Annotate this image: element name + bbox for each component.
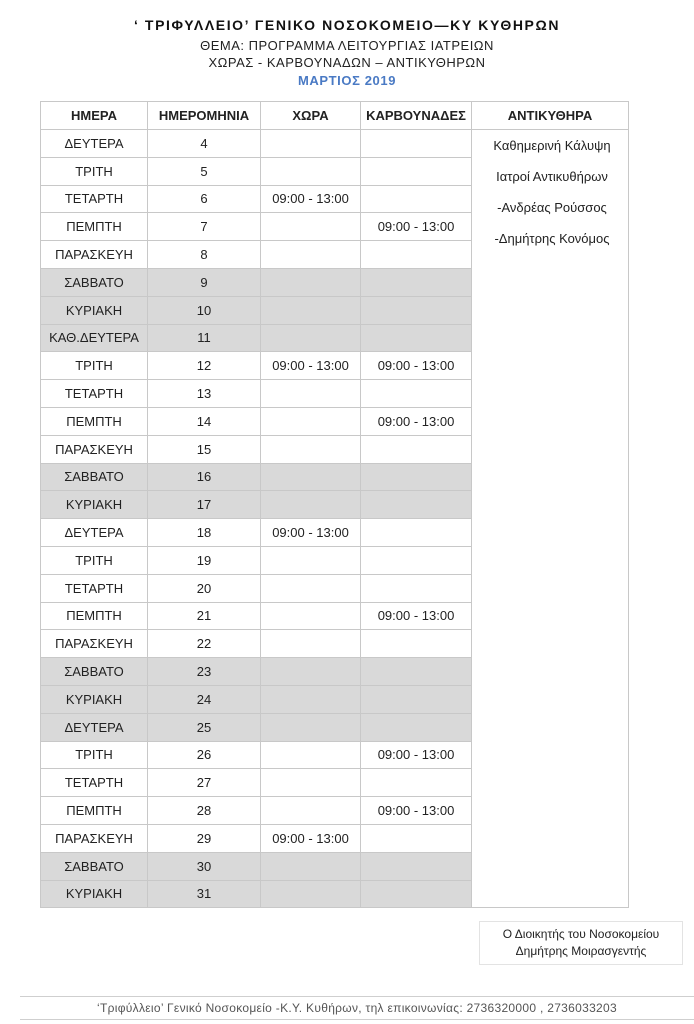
cell-date: 11 [148,324,261,352]
cell-date: 22 [148,630,261,658]
cell-karvounades [361,463,472,491]
cell-karvounades [361,380,472,408]
cell-chora [261,435,361,463]
document-month: ΜΑΡΤΙΟΣ 2019 [297,73,397,88]
cell-chora [261,463,361,491]
cell-karvounades [361,519,472,547]
table-header-row [41,102,629,130]
cell-date: 7 [148,213,261,241]
cell-chora [261,380,361,408]
cell-karvounades: 09:00 - 13:00 [361,352,472,380]
antikythira-note: -Δημήτρης Κονόμος [494,231,610,246]
cell-day: ΤΕΤΑΡΤΗ [41,380,148,408]
cell-date: 19 [148,546,261,574]
cell-chora [261,741,361,769]
cell-chora [261,797,361,825]
cell-chora [261,407,361,435]
cell-karvounades [361,241,472,269]
cell-date: 20 [148,574,261,602]
cell-chora [261,241,361,269]
cell-day: ΠΑΡΑΣΚΕΥΗ [41,630,148,658]
cell-karvounades [361,491,472,519]
cell-day: ΣΑΒΒΑΤΟ [41,463,148,491]
cell-karvounades: 09:00 - 13:00 [361,741,472,769]
cell-day: ΔΕΥΤΕΡΑ [41,130,148,158]
cell-karvounades [361,574,472,602]
antikythira-note: Ιατροί Αντικυθήρων [496,169,608,184]
cell-karvounades [361,769,472,797]
cell-karvounades [361,130,472,158]
cell-karvounades: 09:00 - 13:00 [361,407,472,435]
cell-day: ΔΕΥΤΕΡΑ [41,713,148,741]
cell-day: ΠΑΡΑΣΚΕΥΗ [41,824,148,852]
cell-chora [261,213,361,241]
cell-date: 29 [148,824,261,852]
cell-chora [261,491,361,519]
page-footer: ‘Τριφύλλειο’ Γενικό Νοσοκομείο -Κ.Υ. Κυθήρων, τηλ επικοινωνίας: 2736320000 , 2736033203 [20,996,694,1020]
cell-karvounades [361,268,472,296]
signature-box [479,921,683,965]
cell-chora [261,546,361,574]
cell-chora: 09:00 - 13:00 [261,185,361,213]
cell-day: ΚΥΡΙΑΚΗ [41,880,148,908]
cell-karvounades [361,658,472,686]
cell-day: ΚΑΘ.ΔΕΥΤΕΡΑ [41,324,148,352]
cell-antikythira-notes [472,130,629,908]
cell-karvounades: 09:00 - 13:00 [361,213,472,241]
cell-date: 21 [148,602,261,630]
cell-karvounades [361,713,472,741]
column-header-antikythira: ΑΝΤΙΚΥΘΗΡΑ [472,102,629,130]
cell-karvounades: 09:00 - 13:00 [361,797,472,825]
cell-chora [261,157,361,185]
cell-chora [261,630,361,658]
cell-chora [261,268,361,296]
cell-chora [261,852,361,880]
cell-day: ΤΡΙΤΗ [41,546,148,574]
cell-date: 24 [148,685,261,713]
cell-date: 5 [148,157,261,185]
cell-date: 31 [148,880,261,908]
cell-day: ΤΡΙΤΗ [41,741,148,769]
cell-date: 26 [148,741,261,769]
cell-date: 16 [148,463,261,491]
cell-date: 8 [148,241,261,269]
cell-date: 9 [148,268,261,296]
document-subject: ΘΕΜΑ: ΠΡΟΓΡΑΜΜΑ ΛΕΙΤΟΥΡΓΙΑΣ ΙΑΤΡΕΙΩΝ [200,38,494,53]
cell-karvounades [361,185,472,213]
cell-day: ΚΥΡΙΑΚΗ [41,296,148,324]
cell-chora [261,324,361,352]
cell-chora [261,130,361,158]
cell-karvounades [361,824,472,852]
cell-karvounades [361,546,472,574]
cell-chora [261,602,361,630]
cell-day: ΠΕΜΠΤΗ [41,602,148,630]
column-header-chora: ΧΩΡΑ [261,102,361,130]
cell-date: 4 [148,130,261,158]
cell-day: ΚΥΡΙΑΚΗ [41,685,148,713]
cell-date: 25 [148,713,261,741]
cell-date: 30 [148,852,261,880]
cell-day: ΠΑΡΑΣΚΕΥΗ [41,241,148,269]
cell-date: 15 [148,435,261,463]
signature-title: Ο Διοικητής του Νοσοκομείου [502,927,660,941]
cell-date: 12 [148,352,261,380]
cell-karvounades [361,630,472,658]
cell-date: 28 [148,797,261,825]
cell-chora [261,685,361,713]
cell-day: ΤΕΤΑΡΤΗ [41,185,148,213]
cell-karvounades [361,324,472,352]
column-header-day: ΗΜΕΡΑ [41,102,148,130]
cell-day: ΤΕΤΑΡΤΗ [41,769,148,797]
cell-chora: 09:00 - 13:00 [261,824,361,852]
cell-chora: 09:00 - 13:00 [261,352,361,380]
antikythira-note: -Ανδρέας Ρούσσος [497,200,607,215]
cell-date: 10 [148,296,261,324]
column-header-karvounades: ΚΑΡΒΟΥΝΑΔΕΣ [361,102,472,130]
cell-karvounades [361,435,472,463]
cell-karvounades: 09:00 - 13:00 [361,602,472,630]
cell-day: ΠΕΜΠΤΗ [41,407,148,435]
cell-day: ΤΕΤΑΡΤΗ [41,574,148,602]
signature-name: Δημήτρης Μοιρασγεντής [515,944,647,958]
cell-date: 27 [148,769,261,797]
cell-chora [261,574,361,602]
cell-day: ΣΑΒΒΑΤΟ [41,852,148,880]
cell-day: ΚΥΡΙΑΚΗ [41,491,148,519]
cell-date: 13 [148,380,261,408]
cell-chora [261,880,361,908]
table-row [41,130,629,158]
cell-karvounades [361,685,472,713]
cell-date: 6 [148,185,261,213]
cell-karvounades [361,852,472,880]
cell-date: 23 [148,658,261,686]
cell-chora [261,769,361,797]
cell-date: 17 [148,491,261,519]
cell-chora [261,713,361,741]
cell-karvounades [361,296,472,324]
document-title: ‘ ΤΡΙΦΥΛΛΕΙΟ’ ΓΕΝΙΚΟ ΝΟΣΟΚΟΜΕΙΟ—ΚΥ ΚΥΘΗΡΩΝ [133,17,561,33]
cell-day: ΣΑΒΒΑΤΟ [41,268,148,296]
cell-date: 14 [148,407,261,435]
cell-day: ΠΕΜΠΤΗ [41,797,148,825]
cell-day: ΣΑΒΒΑΤΟ [41,658,148,686]
schedule-table [40,101,629,908]
cell-day: ΤΡΙΤΗ [41,352,148,380]
cell-date: 18 [148,519,261,547]
cell-chora: 09:00 - 13:00 [261,519,361,547]
cell-chora [261,296,361,324]
antikythira-note: Καθημερινή Κάλυψη [493,138,611,153]
cell-karvounades [361,880,472,908]
cell-day: ΔΕΥΤΕΡΑ [41,519,148,547]
column-header-date: ΗΜΕΡΟΜΗΝΙΑ [148,102,261,130]
cell-chora [261,658,361,686]
cell-day: ΠΕΜΠΤΗ [41,213,148,241]
cell-karvounades [361,157,472,185]
cell-day: ΤΡΙΤΗ [41,157,148,185]
document-subject-line2: ΧΩΡΑΣ - ΚΑΡΒΟΥΝΑΔΩΝ – ΑΝΤΙΚΥΘΗΡΩΝ [208,55,486,70]
cell-day: ΠΑΡΑΣΚΕΥΗ [41,435,148,463]
